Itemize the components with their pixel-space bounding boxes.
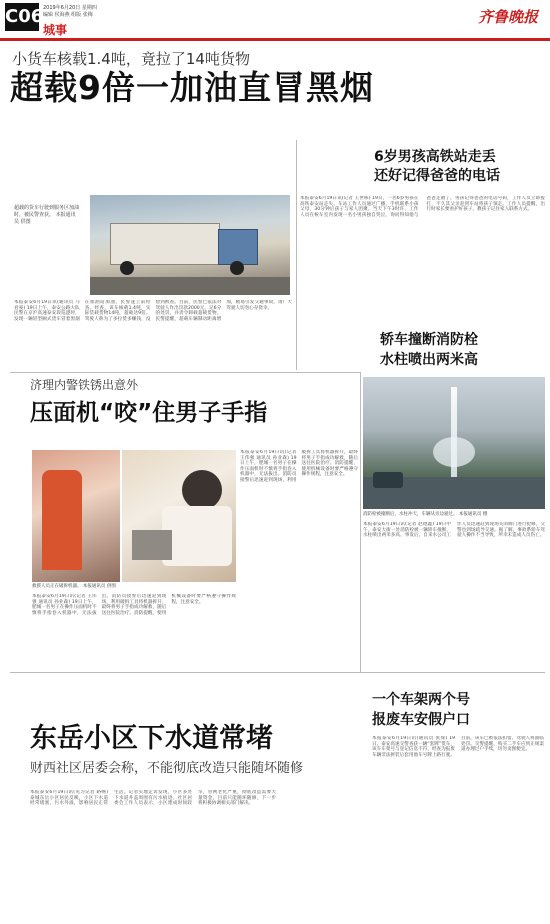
story1-headline: 超载9倍一加油直冒黑烟 — [10, 68, 374, 107]
story3-headline-line1: 轿车撞断消防栓 — [380, 332, 478, 348]
column-divider-2 — [360, 372, 361, 672]
truck-photo-caption: 超载的货车行驶到服务区加油时，被民警查获。 本报通讯员 供图 — [14, 205, 80, 225]
section-title: 城事 — [43, 23, 68, 37]
section-divider — [10, 372, 360, 373]
story1-kicker: 小货车核载1.4吨，竟拉了14吨货物 — [12, 50, 250, 68]
story3-headline-line2: 水柱喷出两米高 — [380, 352, 478, 368]
story1-body: 本报泰安6月19日讯(通讯员 马君豪) 19日上午，泰安公路大队民警在京沪高速泰安段巡逻时，发现一辆轻型厢式货车冒着黑烟在加油站加油，民警遂上前检查。经查，该车核载1.4吨，实际装载货物14吨，超载达9倍。驾驶人称为了多拉货多赚钱，没想到被查。目前，民警已依法对驾驶人作出罚款2000元、记6分的处罚，并责令卸载超载货物。民警提醒，超载车辆制动距离增加，极易引发交通事故，请广大驾驶人切勿心存侥幸。 — [14, 300, 292, 322]
page-meta — [43, 5, 97, 19]
story2-headline-line1: 6岁男孩高铁站走丢 — [374, 149, 496, 165]
hydrant-photo — [363, 377, 545, 509]
header-rule — [0, 38, 550, 41]
column-divider — [296, 140, 297, 370]
rescue-photo-left — [32, 450, 120, 582]
story6-headline — [372, 690, 544, 730]
section-divider-2 — [10, 672, 545, 673]
story4-kicker: 济理内警铁锈出意外 — [30, 378, 139, 392]
story5-subhead: 财西社区居委会称，不能彻底改造只能随坏随修 — [30, 761, 304, 776]
meta-editors: 编辑 侯海燕 组版 张梅 — [43, 12, 93, 18]
story4-body-bottom: 本报泰安6月19日讯(记者 王伟强 通讯员 孙业森) 19日上午，肥城一名男子在操作压面机时不慎将手指卷入机器中，无法拔出。消防员接警后迅速赶到现场，利用破拆工具将机器拆开，最终将男子手指成功解救，随后送往医院治疗。消防提醒，使用机械设备时要严格遵守操作规程，注意安全。 — [32, 594, 236, 616]
story5-body: 本报泰安6月19日讯(见习记者 路畅) 泰城东岳小区居民反映，小区下水道经常堵塞，污水外溢，影响居民正常生活。记者实地走访发现，小区多处下水道井盖周围有污水痕迹。社区居委会工作人员表示，小区建成时间较早，管网老化严重，彻底改造需要大量资金，目前只能随坏随修，下一步将积极协调相关部门解决。 — [30, 790, 276, 807]
hydrant-photo-caption: 消防栓被撞断后，水柱冲天，车辆从旁边驶过。 本报通讯员 摄 — [363, 512, 488, 517]
rescue-photo-right — [122, 450, 236, 582]
story2-headline — [374, 148, 542, 186]
story2-headline-line2: 还好记得爸爸的电话 — [374, 168, 500, 184]
story6-headline-line1: 一个车架两个号 — [372, 692, 470, 708]
truck-photo — [90, 195, 290, 295]
story6-body: 本报泰安6月19日讯(通讯员 张保) 19日，泰安高速交警查获一辆“套牌”货车，该车车架号与登记信息不符，经查为报废车辆非法拼装后套用他车号牌上路行驶。目前，该车已被依法扣留，驾驶人将面临处罚。交警提醒，购买二手车应到正规渠道办理过户手续，切勿贪图便宜。 — [372, 736, 544, 758]
masthead-logo: 齐鲁晚报 — [477, 8, 538, 26]
rescue-photo-caption: 救援人员正在破拆机器。 本报通讯员 供图 — [32, 584, 116, 589]
story2-body: 本报泰安6月19日讯(记者 王世栋) 19日，一名6岁男孩在高铁泰安站走失，车站工作人员通过广播、手机联系小孩父母，30分钟后孩子与家人团聚。当天下午3时许，工作人员在候车室内发现一名小男孩独自哭泣，询问得知他与爸爸走散了。男孩记得爸爸的电话号码，工作人员立即拨打，不久其父亲赶到车站将孩子领走。工作人员提醒，出行时家长要看护好孩子，教孩子记住家人联系方式。 — [300, 196, 545, 218]
story4-body-right: 本报泰安6月19日讯(记者 王伟强 通讯员 孙业森) 19日上午，肥城一名男子在操作压面机时不慎将手指卷入机器中，无法拔出。消防员接警后迅速赶到现场，利用破拆工具将机器拆开，最终将男子手指成功解救，随后送往医院治疗。消防提醒，使用机械设备时要严格遵守操作规程，注意安全。 — [240, 450, 358, 483]
story3-headline — [380, 330, 545, 370]
story5-headline: 东岳小区下水道常堵 — [30, 723, 273, 754]
story6-headline-line2: 报废车安假户口 — [372, 712, 470, 728]
story3-body: 本报泰安6月19日讯(记者 赵德鑫) 19日中午，泰安大街一处消防栓被一辆轿车撞断，水柱喷出两米多高。事发后，自来水公司工作人员迅速赶到现场关闭阀门进行抢修，交警也到场疏导交通。据了解，事故系轿车驾驶人操作不当导致，所幸未造成人员伤亡。 — [363, 522, 545, 539]
story4-headline: 压面机“咬”住男子手指 — [30, 400, 268, 426]
meta-date: 2019年6月20日 星期四 — [43, 5, 97, 11]
page-code: C06 — [5, 3, 39, 31]
